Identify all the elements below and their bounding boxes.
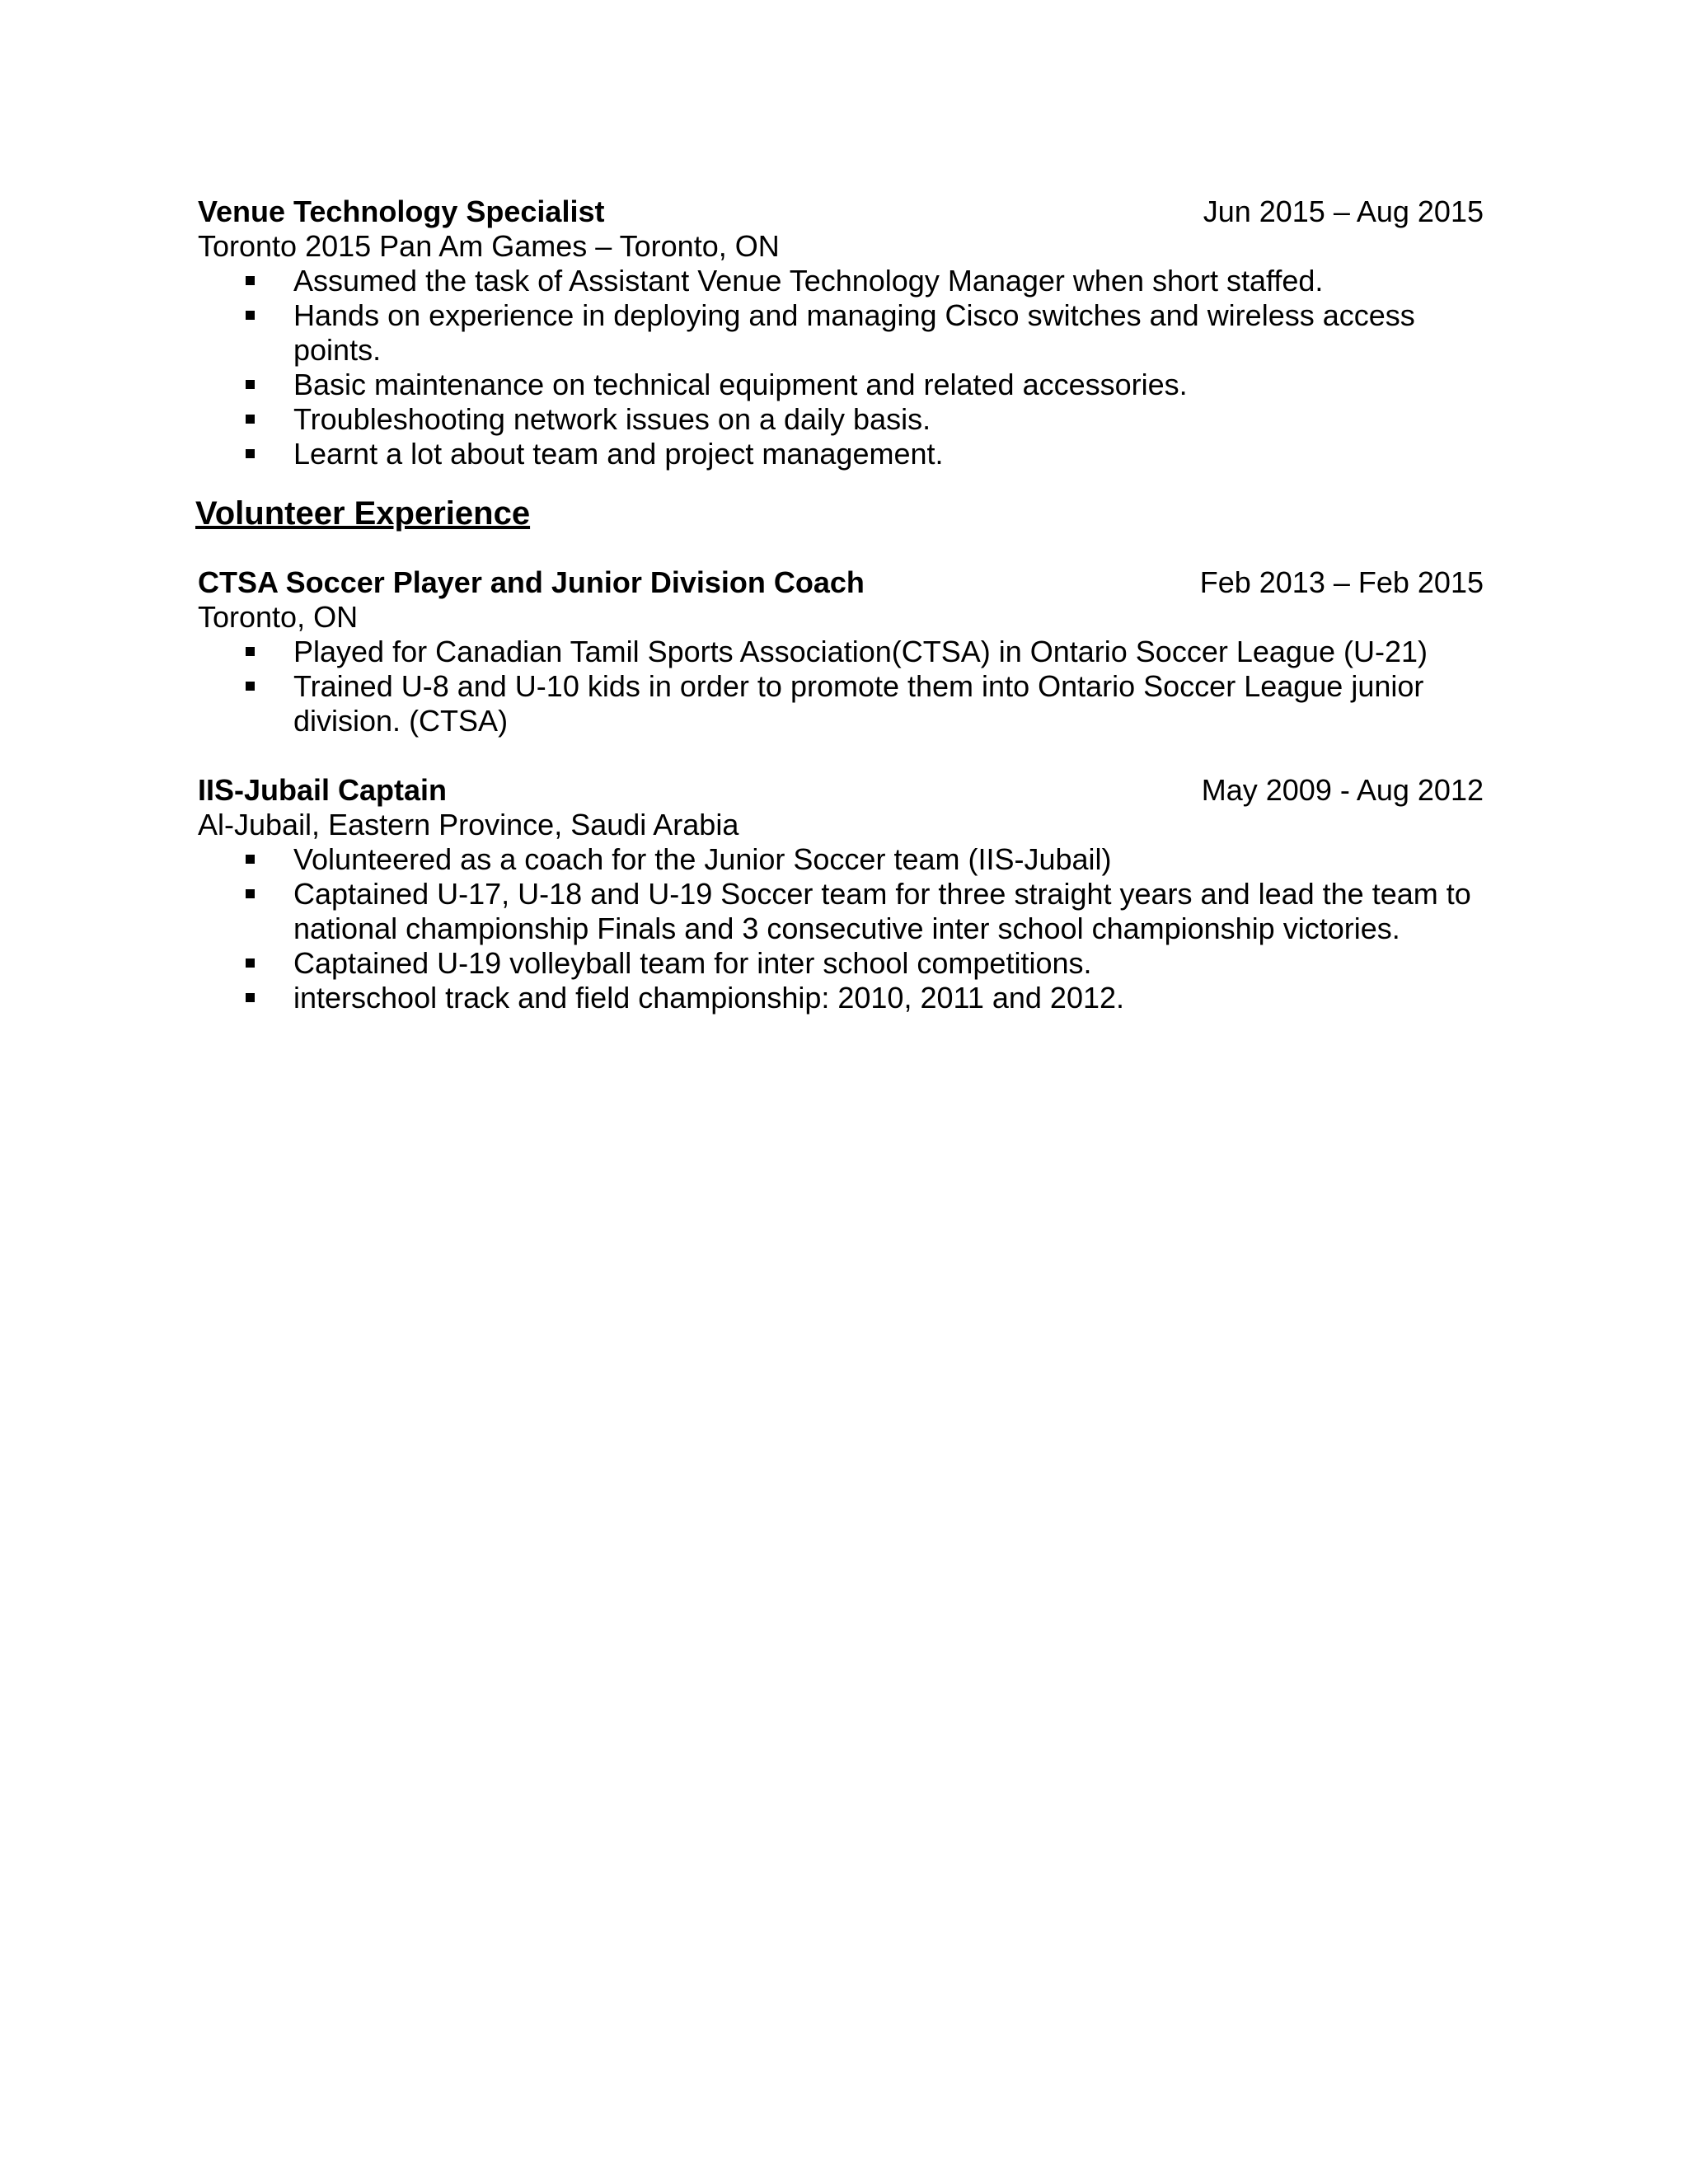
list-item [198, 981, 1484, 1015]
entry-title: Venue Technology Specialist [198, 194, 605, 228]
square-bullet-icon [246, 311, 255, 320]
list-item [198, 877, 1484, 946]
bullet-text: Played for Canadian Tamil Sports Association(CTSA) in Ontario Soccer League (U-21) [293, 635, 1428, 668]
square-bullet-icon [246, 647, 255, 656]
list-item [198, 946, 1484, 981]
bullet-text: Captained U-17, U-18 and U-19 Soccer team for three straight years and lead the team to national championship Finals and 3 consecutive inter school championship victories. [293, 877, 1471, 945]
volunteer-entry-iis-jubail [198, 773, 1484, 1015]
entry-dates: Jun 2015 – Aug 2015 [1203, 194, 1484, 228]
square-bullet-icon [246, 993, 255, 1002]
bullet-text: Basic maintenance on technical equipment and related accessories. [293, 368, 1188, 401]
list-item [198, 842, 1484, 877]
list-item [198, 669, 1484, 738]
bullet-text: Volunteered as a coach for the Junior Soccer team (IIS-Jubail) [293, 842, 1112, 876]
square-bullet-icon [246, 889, 255, 898]
bullet-list [198, 264, 1484, 471]
square-bullet-icon [246, 682, 255, 691]
square-bullet-icon [246, 855, 255, 864]
entry-header [198, 565, 1484, 600]
resume-page [195, 194, 1484, 1015]
list-item [198, 635, 1484, 669]
entry-header [198, 194, 1484, 229]
square-bullet-icon [246, 415, 255, 424]
square-bullet-icon [246, 276, 255, 285]
bullet-list [198, 635, 1484, 738]
square-bullet-icon [246, 449, 255, 458]
list-item [198, 368, 1484, 402]
volunteer-entry-ctsa [198, 565, 1484, 738]
entry-header [198, 773, 1484, 808]
experience-entry-venue-technology [198, 194, 1484, 471]
bullet-text: interschool track and field championship: 2010, 2011 and 2012. [293, 981, 1125, 1015]
entry-dates: Feb 2013 – Feb 2015 [1199, 565, 1484, 599]
list-item [198, 402, 1484, 437]
bullet-list [198, 842, 1484, 1015]
entry-location: Toronto, ON [198, 600, 359, 634]
bullet-text: Captained U-19 volleyball team for inter school competitions. [293, 946, 1092, 980]
list-item [198, 264, 1484, 298]
section-heading-volunteer: Volunteer Experience [195, 495, 531, 532]
entry-title: IIS-Jubail Captain [198, 773, 448, 807]
bullet-text: Hands on experience in deploying and managing Cisco switches and wireless access points. [293, 298, 1415, 367]
entry-location: Al-Jubail, Eastern Province, Saudi Arabia [198, 808, 739, 841]
list-item [198, 298, 1484, 368]
entry-organization: Toronto 2015 Pan Am Games – Toronto, ON [198, 229, 780, 263]
bullet-text: Troubleshooting network issues on a daily basis. [293, 402, 931, 436]
entry-dates: May 2009 - Aug 2012 [1201, 773, 1484, 807]
bullet-text: Learnt a lot about team and project management. [293, 437, 944, 471]
square-bullet-icon [246, 958, 255, 968]
bullet-text: Trained U-8 and U-10 kids in order to promote them into Ontario Soccer League junior division. (CTSA) [293, 669, 1424, 738]
list-item [198, 437, 1484, 471]
square-bullet-icon [246, 380, 255, 389]
entry-title: CTSA Soccer Player and Junior Division Coach [198, 565, 865, 599]
bullet-text: Assumed the task of Assistant Venue Technology Manager when short staffed. [293, 264, 1324, 298]
